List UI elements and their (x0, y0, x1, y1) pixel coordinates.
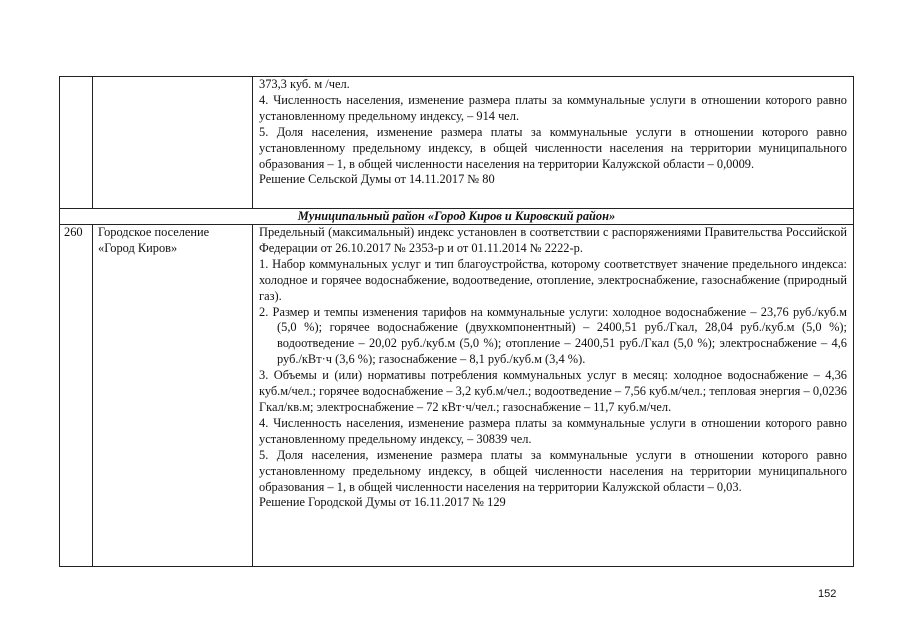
municipal-index-table (59, 76, 854, 567)
number-cell (60, 77, 93, 209)
description-cell (253, 225, 854, 567)
item-population-share: 5. Доля населения, изменение размера платы за коммунальные услуги в отношении которого равно установленному предельному индексу, в общей численности населения на территории муниципального образования – 1, в общей численности населения на территории Калужской области – 0,03. (259, 447, 847, 494)
paragraph-population-share: 5. Доля населения, изменение размера платы за коммунальные услуги в отношении которого равно установленному предельному индексу, в общей численности населения на территории муниципального образования – 1, в общей численности населения на территории Калужской области – 0,0009. (259, 124, 847, 171)
table-row-260 (60, 225, 854, 567)
table-row-previous-entry (60, 77, 854, 209)
section-header-row (60, 209, 854, 225)
intro-paragraph: Предельный (максимальный) индекс установлен в соответствии с распоряжениями Правительства Российской Федерации от 26.10.2017 № 2353-р и от 01.11.2014 № 2222-р. (259, 225, 847, 255)
municipality-name: Городское поселение «Город Киров» (93, 225, 253, 567)
item-population-count: 4. Численность населения, изменение размера платы за коммунальные услуги в отношении которого равно установленному предельному индексу, – 30839 чел. (259, 415, 847, 446)
paragraph-population-count: 4. Численность населения, изменение размера платы за коммунальные услуги в отношении которого равно установленному предельному индексу, – 914 чел. (259, 92, 847, 123)
section-header: Муниципальный район «Город Киров и Кировский район» (60, 209, 854, 225)
item-consumption-volumes: 3. Объемы и (или) нормативы потребления коммунальных услуг в месяц: холодное водоснабжение – 4,36 куб.м/чел.; горячее водоснабжение – 3,2 куб.м/чел.; водоотведение – 7,56 куб.м/чел.; тепловая энергия – 0,0236 Гкал/кв.м; электроснабжение – 72 кВт·ч/чел.; газоснабжение – 11,7 куб.м/чел. (259, 368, 847, 414)
item-services-set: 1. Набор коммунальных услуг и тип благоустройства, которому соответствует значение предельного индекса: холодное и горячее водоснабжение, водоотведение, отопление, электроснабжение, газоснабжение (природный газ). (259, 256, 847, 303)
page-number: 152 (818, 588, 837, 600)
description-cell (253, 77, 854, 209)
text-line: 373,3 куб. м /чел. (259, 77, 350, 91)
decision-reference: Решение Сельской Думы от 14.11.2017 № 80 (259, 172, 495, 187)
item-tariffs: 2. Размер и темпы изменения тарифов на коммунальные услуги: холодное водоснабжение – 23,76 руб./куб.м (5,0 %); горячее водоснабжение (двухкомпонентный) – 2400,51 руб./Гкал, 28,04 руб./куб.м (5,0 %); водоотведение – 20,02 руб./куб.м (5,0 %); отопление – 2400,51 руб./Гкал (5,0 %); электроснабжение – 4,6 руб./кВт·ч (3,6 %); газоснабжение – 8,1 руб./куб.м (3,4 %). (259, 304, 847, 367)
row-number: 260 (60, 225, 93, 567)
decision-reference: Решение Городской Думы от 16.11.2017 № 129 (259, 495, 506, 510)
name-cell (93, 77, 253, 209)
